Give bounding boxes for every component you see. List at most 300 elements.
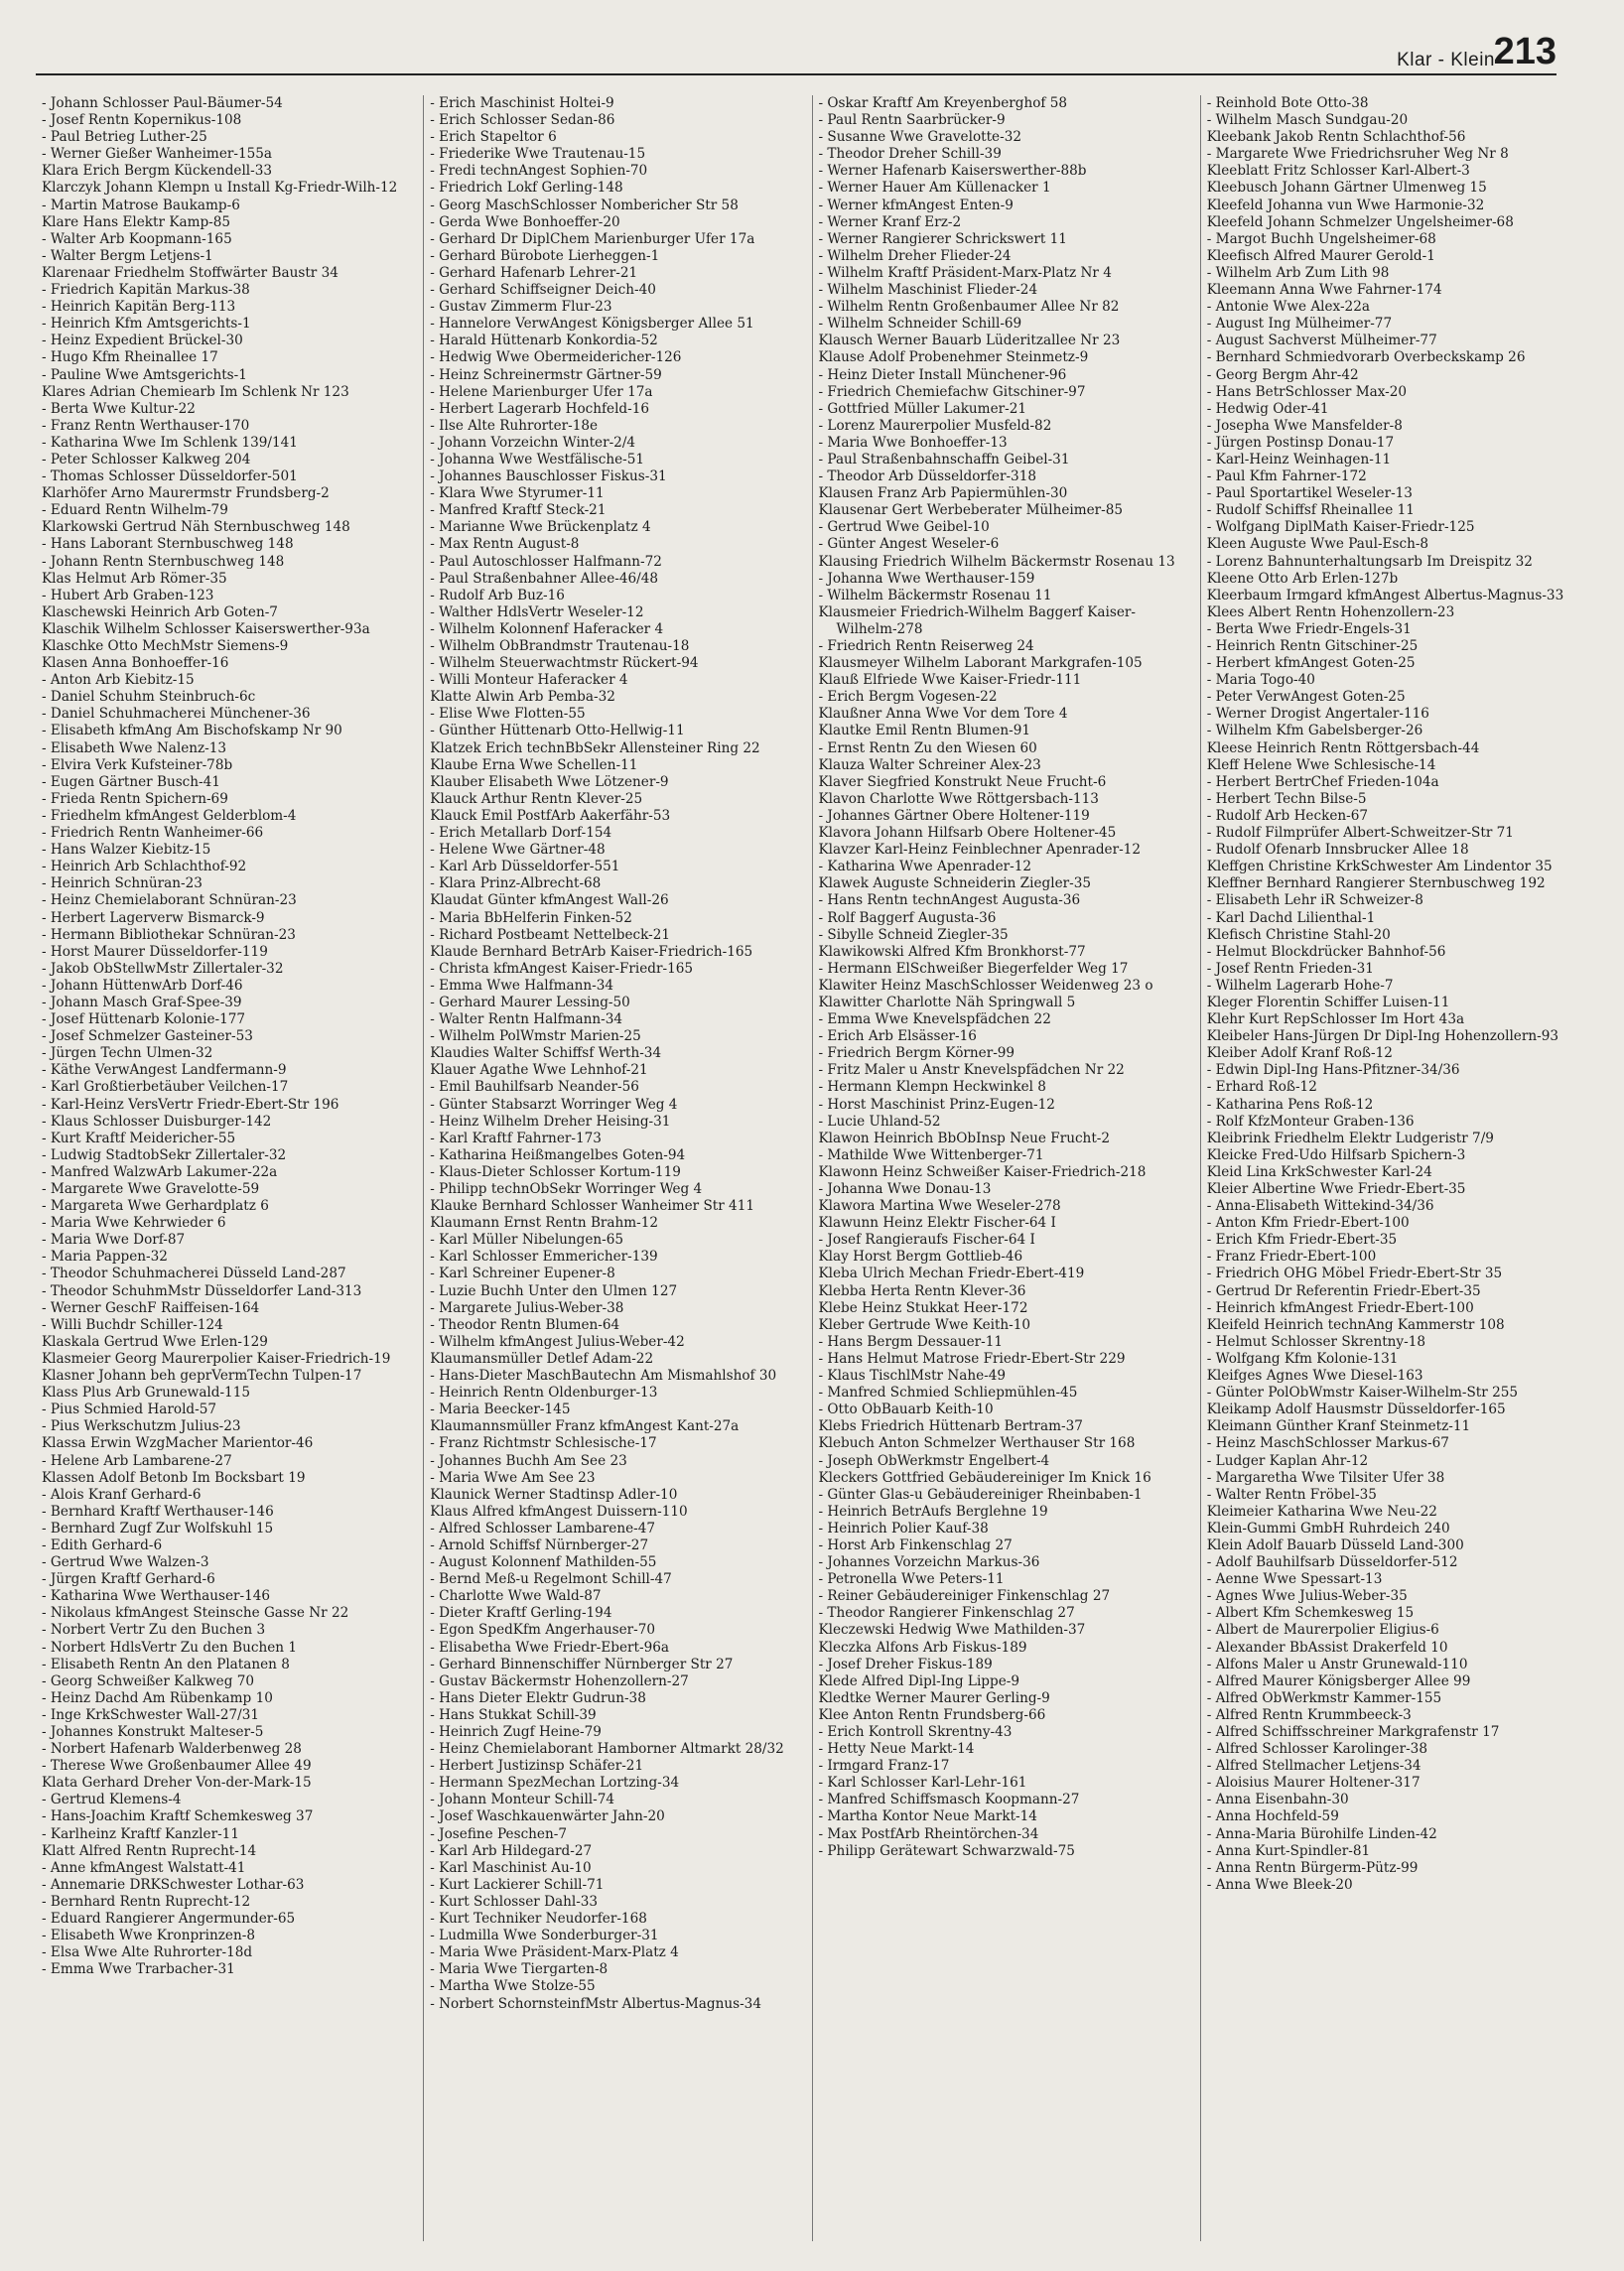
directory-entry: - Margot Buchh Ungelsheimer-68 <box>1206 230 1436 247</box>
directory-entry: - Heinz Schreinermstr Gärtner-59 <box>430 366 662 383</box>
directory-entry: Klavon Charlotte Wwe Röttgersbach-113 <box>818 790 1099 807</box>
directory-entry: - Bernhard Kraftf Werthauser-146 <box>42 1503 274 1520</box>
directory-entry: - Edith Gerhard-6 <box>42 1536 163 1553</box>
directory-entry: Klawora Martina Wwe Weseler-278 <box>818 1198 1061 1215</box>
directory-entry: - Petronella Wwe Peters-11 <box>818 1571 1005 1588</box>
directory-entry: - Johann Monteur Schill-74 <box>430 1792 615 1808</box>
directory-entry: - Johanna Wwe Westfälische-51 <box>430 451 645 468</box>
directory-entry: - Erich Kontroll Skrentny-43 <box>818 1724 1013 1740</box>
directory-entry: Klaudies Walter Schiffsf Werth-34 <box>430 1045 662 1062</box>
directory-entry: - Heinrich Arb Schlachthof-92 <box>42 859 247 875</box>
directory-entry: - Franz Rentn Werthauser-170 <box>42 417 250 434</box>
directory-entry: - Theodor Dreher Schill-39 <box>818 146 1002 163</box>
directory-entry: - Werner Hafenarb Kaiserswerther-88b <box>818 163 1087 180</box>
directory-entry: - Wilhelm Rentn Großenbaumer Allee Nr 82 <box>818 299 1120 316</box>
directory-entry: - Norbert SchornsteinfMstr Albertus-Magnus-34 <box>430 1995 761 2012</box>
directory-entry: - Karl Dachd Lilienthal-1 <box>1206 909 1376 926</box>
directory-entry: - Helene Arb Lambarene-27 <box>42 1452 232 1469</box>
directory-entry: - Christa kfmAngest Kaiser-Friedr-165 <box>430 960 694 977</box>
directory-entry: Kleifeld Heinrich technAng Kammerstr 108 <box>1206 1316 1505 1333</box>
directory-entry: Klawon Heinrich BbObInsp Neue Frucht-2 <box>818 1130 1111 1146</box>
directory-entry: - August Ing Mülheimer-77 <box>1206 316 1393 333</box>
directory-entry: - Heinrich Kfm Amtsgerichts-1 <box>42 316 251 333</box>
directory-entry: - Joseph ObWerkmstr Engelbert-4 <box>818 1452 1050 1469</box>
directory-entry: - Aenne Wwe Spessart-13 <box>1206 1571 1383 1588</box>
directory-entry: - Emil Bauhilfsarb Neander-56 <box>430 1079 639 1096</box>
directory-entry: - Maria Wwe Präsident-Marx-Platz 4 <box>430 1944 679 1961</box>
directory-entry: Klawonn Heinz Schweißer Kaiser-Friedrich-218 <box>818 1163 1147 1180</box>
directory-entry: Kleibeler Hans-Jürgen Dr Dipl-Ing Hohenzollern-93 <box>1206 1028 1558 1045</box>
directory-entry: - Rudolf Filmprüfer Albert-Schweitzer-Str 71 <box>1206 825 1514 842</box>
directory-entry: - Bernhard Schmiedvorarb Overbeckskamp 26 <box>1206 349 1526 366</box>
directory-entry: - Manfred Schmied Schliepmühlen-45 <box>818 1385 1078 1402</box>
directory-entry: Klass Plus Arb Grunewald-115 <box>42 1385 251 1402</box>
directory-entry: - Katharina Wwe Im Schlenk 139/141 <box>42 434 298 451</box>
directory-entry: - Albert Kfm Schemkesweg 15 <box>1206 1605 1415 1622</box>
directory-entry: - Erich Maschinist Holtei-9 <box>430 95 614 111</box>
directory-entry: - Gerhard Dr DiplChem Marienburger Ufer 17a <box>430 230 755 247</box>
directory-entry: - Werner Gießer Wanheimer-155a <box>42 146 273 163</box>
directory-entry: - Wolfgang Kfm Kolonie-131 <box>1206 1350 1399 1367</box>
directory-entry: - Werner Drogist Angertaler-116 <box>1206 706 1429 723</box>
directory-entry: - Hans-Joachim Kraftf Schemkesweg 37 <box>42 1808 314 1825</box>
directory-entry: - Alfred Schiffsschreiner Markgrafenstr 17 <box>1206 1724 1500 1740</box>
directory-entry: - Richard Postbeamt Nettelbeck-21 <box>430 926 670 943</box>
directory-entry: Klausch Werner Bauarb Lüderitzallee Nr 23 <box>818 333 1121 349</box>
directory-entry: - Paul Betrieg Luther-25 <box>42 129 207 146</box>
directory-entry: - Johannes Gärtner Obere Holtener-119 <box>818 807 1090 824</box>
directory-entry: - Lorenz Maurerpolier Musfeld-82 <box>818 417 1052 434</box>
directory-entry: Klauck Arthur Rentn Klever-25 <box>430 790 643 807</box>
directory-entry: - Anton Arb Kiebitz-15 <box>42 672 195 689</box>
directory-entry: - Wilhelm kfmAngest Julius-Weber-42 <box>430 1333 685 1350</box>
directory-entry: - Friedrich Chemiefachw Gitschiner-97 <box>818 383 1086 400</box>
directory-entry: - Heinz MaschSchlosser Markus-67 <box>1206 1435 1449 1452</box>
directory-entry: Klauber Elisabeth Wwe Lötzener-9 <box>430 773 669 790</box>
column-2 <box>423 95 811 2241</box>
directory-entry: Kleffner Bernhard Rangierer Sternbuschweg 192 <box>1206 875 1546 892</box>
directory-entry: Kleff Helene Wwe Schlesische-14 <box>1206 756 1436 773</box>
directory-entry: - Jürgen Postinsp Donau-17 <box>1206 434 1395 451</box>
directory-entry: - Gerda Wwe Bonhoeffer-20 <box>430 213 620 230</box>
directory-entry: - Theodor Arb Düsseldorfer-318 <box>818 468 1037 485</box>
directory-entry: - Wilhelm Schneider Schill-69 <box>818 316 1022 333</box>
directory-entry: - Karlheinz Kraftf Kanzler-11 <box>42 1825 239 1842</box>
directory-entry: Kleefisch Alfred Maurer Gerold-1 <box>1206 247 1435 264</box>
directory-entry: Klata Gerhard Dreher Von-der-Mark-15 <box>42 1775 312 1792</box>
directory-entry: - Heinrich Rentn Oldenburger-13 <box>430 1385 658 1402</box>
directory-entry: - Wilhelm Kfm Gabelsberger-26 <box>1206 723 1423 739</box>
directory-entry: - Friedrich Bergm Körner-99 <box>818 1045 1015 1062</box>
directory-entry: - Klaus Schlosser Duisburger-142 <box>42 1113 272 1130</box>
directory-entry: - Elvira Verk Kufsteiner-78b <box>42 756 233 773</box>
directory-entry: - Maria Beecker-145 <box>430 1402 571 1418</box>
directory-entry: - Theodor Schuhmacherei Düsseld Land-287 <box>42 1266 346 1282</box>
directory-entry: - Elisabeth Rentn An den Platanen 8 <box>42 1656 290 1672</box>
directory-entry: Klauer Agathe Wwe Lehnhof-21 <box>430 1062 648 1079</box>
directory-entry: - Friedrich Lokf Gerling-148 <box>430 180 623 197</box>
directory-entry: - Klara Wwe Styrumer-11 <box>430 485 605 502</box>
directory-entry: - Karl Großtierbetäuber Veilchen-17 <box>42 1079 289 1096</box>
directory-columns <box>36 95 1588 2241</box>
directory-entry: - Gerhard Schiffseigner Deich-40 <box>430 282 656 299</box>
directory-entry: - Wolfgang DiplMath Kaiser-Friedr-125 <box>1206 519 1475 536</box>
directory-entry: - Anton Kfm Friedr-Ebert-100 <box>1206 1215 1410 1232</box>
directory-entry: - Paul Straßenbahner Allee-46/48 <box>430 570 659 587</box>
directory-entry: - Wilhelm PolWmstr Marien-25 <box>430 1028 641 1045</box>
directory-entry: - Maria Wwe Kehrwieder 6 <box>42 1215 226 1232</box>
directory-entry: - Gertrud Klemens-4 <box>42 1792 182 1808</box>
directory-entry: Klawikowski Alfred Kfm Bronkhorst-77 <box>818 943 1086 960</box>
directory-entry: - Heinrich BetrAufs Berglehne 19 <box>818 1503 1048 1520</box>
directory-entry: - Philipp technObSekr Worringer Weg 4 <box>430 1181 703 1197</box>
directory-entry: - Josef Dreher Fiskus-189 <box>818 1656 993 1672</box>
directory-entry: - Alois Kranf Gerhard-6 <box>42 1486 202 1503</box>
directory-entry: - Alfred Stellmacher Letjens-34 <box>1206 1758 1421 1775</box>
directory-entry: Klausmeyer Wilhelm Laborant Markgrafen-105 <box>818 655 1143 672</box>
directory-entry: - Hans Dieter Elektr Gudrun-38 <box>430 1689 646 1706</box>
directory-entry: - Heinz Chemielaborant Schnüran-23 <box>42 892 297 909</box>
directory-entry: - Josef Waschkauenwärter Jahn-20 <box>430 1808 665 1825</box>
directory-entry: - Heinrich Zugf Heine-79 <box>430 1724 602 1740</box>
directory-entry: Klaskala Gertrud Wwe Erlen-129 <box>42 1333 268 1350</box>
directory-entry: - Berta Wwe Kultur-22 <box>42 400 196 417</box>
directory-entry: Klaus Alfred kfmAngest Duissern-110 <box>430 1503 688 1520</box>
directory-entry: - Adolf Bauhilfsarb Düsseldorfer-512 <box>1206 1554 1458 1571</box>
directory-entry: - Ludwig StadtobSekr Zillertaler-32 <box>42 1146 287 1163</box>
directory-entry: - Erich Bergm Vogesen-22 <box>818 689 998 706</box>
directory-entry: - Heinz Wilhelm Dreher Heising-31 <box>430 1113 671 1130</box>
directory-entry: Kleerbaum Irmgard kfmAngest Albertus-Magnus-33 <box>1206 587 1564 603</box>
directory-entry: - Günter Stabsarzt Worringer Weg 4 <box>430 1096 678 1113</box>
directory-entry: Klede Alfred Dipl-Ing Lippe-9 <box>818 1672 1019 1689</box>
directory-entry: - Elise Wwe Flotten-55 <box>430 706 586 723</box>
directory-entry: - Gerhard Binnenschiffer Nürnberger Str 27 <box>430 1656 734 1672</box>
directory-entry: Klas Helmut Arb Römer-35 <box>42 570 227 587</box>
directory-entry: - Wilhelm Arb Zum Lith 98 <box>1206 264 1390 281</box>
directory-entry: - August Kolonnenf Mathilden-55 <box>430 1554 657 1571</box>
directory-entry: - Paul Straßenbahnschaffn Geibel-31 <box>818 451 1070 468</box>
directory-entry: - Bernd Meß-u Regelmont Schill-47 <box>430 1571 672 1588</box>
directory-entry: - Lucie Uhland-52 <box>818 1113 941 1130</box>
directory-entry: - Gerhard Maurer Lessing-50 <box>430 994 630 1010</box>
directory-entry: - Emma Wwe Knevelspfädchen 22 <box>818 1011 1051 1028</box>
directory-entry: - Rudolf Arb Buz-16 <box>430 587 565 603</box>
directory-entry: Klavzer Karl-Heinz Feinblechner Apenrader-12 <box>818 842 1141 859</box>
directory-entry: - Georg MaschSchlosser Nombericher Str 58 <box>430 197 739 213</box>
directory-entry: Klee Anton Rentn Frundsberg-66 <box>818 1706 1046 1723</box>
directory-entry: - Peter Schlosser Kalkweg 204 <box>42 451 251 468</box>
directory-entry: - Walter Rentn Fröbel-35 <box>1206 1486 1377 1503</box>
directory-entry: - Martha Kontor Neue Markt-14 <box>818 1808 1037 1825</box>
directory-entry: Kleebusch Johann Gärtner Ulmenweg 15 <box>1206 180 1487 197</box>
directory-entry: Kleeblatt Fritz Schlosser Karl-Albert-3 <box>1206 163 1470 180</box>
directory-entry: Klawek Auguste Schneiderin Ziegler-35 <box>818 875 1091 892</box>
directory-entry: Klautke Emil Rentn Blumen-91 <box>818 723 1031 739</box>
directory-entry: - Werner Kranf Erz-2 <box>818 213 962 230</box>
directory-entry: - Herbert Justizinsp Schäfer-21 <box>430 1758 644 1775</box>
directory-entry: Klaschik Wilhelm Schlosser Kaiserswerther-93a <box>42 620 370 637</box>
directory-entry: - Friedrich Rentn Reiserweg 24 <box>818 638 1034 654</box>
directory-entry: Kleese Heinrich Rentn Röttgersbach-44 <box>1206 739 1480 756</box>
directory-entry: Klavora Johann Hilfsarb Obere Holtener-45 <box>818 825 1117 842</box>
directory-entry: Klatte Alwin Arb Pemba-32 <box>430 689 615 706</box>
directory-entry: - Herbert Lagerarb Hochfeld-16 <box>430 400 650 417</box>
directory-entry: - Hetty Neue Markt-14 <box>818 1741 975 1758</box>
directory-entry: - Albert de Maurerpolier Eligius-6 <box>1206 1622 1439 1639</box>
directory-entry: Kleefeld Johanna vun Wwe Harmonie-32 <box>1206 197 1485 213</box>
directory-entry: - Anna Kurt-Spindler-81 <box>1206 1842 1371 1859</box>
directory-entry: - Rudolf Ofenarb Innsbrucker Allee 18 <box>1206 842 1469 859</box>
directory-entry: - Nikolaus kfmAngest Steinsche Gasse Nr 22 <box>42 1605 349 1622</box>
directory-entry: - Martin Matrose Baukamp-6 <box>42 197 240 213</box>
directory-entry: - Gertrud Wwe Geibel-10 <box>818 519 990 536</box>
directory-entry: - Jürgen Techn Ulmen-32 <box>42 1045 213 1062</box>
directory-entry: Klatzek Erich technBbSekr Allensteiner Ring 22 <box>430 739 760 756</box>
directory-entry: Kleid Lina KrkSchwester Karl-24 <box>1206 1163 1432 1180</box>
directory-entry: - Rolf KfzMonteur Graben-136 <box>1206 1113 1415 1130</box>
directory-entry: Kleifges Agnes Wwe Diesel-163 <box>1206 1368 1423 1385</box>
directory-entry: Klara Erich Bergm Kückendell-33 <box>42 163 273 180</box>
directory-entry: - Karl Kraftf Fahrner-173 <box>430 1130 602 1146</box>
directory-entry: - Gerhard Hafenarb Lehrer-21 <box>430 264 638 281</box>
directory-entry: - Katharina Wwe Apenrader-12 <box>818 859 1032 875</box>
directory-entry: - Daniel Schuhmacherei Münchener-36 <box>42 706 311 723</box>
directory-entry: Klausmeier Friedrich-Wilhelm Baggerf Kaiser-Wilhelm-278 <box>818 603 1136 637</box>
directory-entry: - Hugo Kfm Rheinallee 17 <box>42 349 218 366</box>
directory-entry: - Hans BetrSchlosser Max-20 <box>1206 383 1408 400</box>
column-1 <box>36 95 423 2241</box>
directory-entry: - Emma Wwe Halfmann-34 <box>430 977 614 994</box>
directory-entry: - Bernhard Rentn Ruprecht-12 <box>42 1893 251 1910</box>
directory-entry: - Friedhelm kfmAngest Gelderblom-4 <box>42 807 297 824</box>
directory-entry: - Jürgen Kraftf Gerhard-6 <box>42 1571 215 1588</box>
directory-entry: Klay Horst Bergm Gottlieb-46 <box>818 1249 1023 1266</box>
directory-entry: Klares Adrian Chemiearb Im Schlenk Nr 123 <box>42 383 349 400</box>
directory-entry: Kleebank Jakob Rentn Schlachthof-56 <box>1206 129 1466 146</box>
directory-entry: - Maria BbHelferin Finken-52 <box>430 909 632 926</box>
directory-entry: - Kurt Techniker Neudorfer-168 <box>430 1911 647 1928</box>
directory-entry: - Hans Helmut Matrose Friedr-Ebert-Str 229 <box>818 1350 1126 1367</box>
directory-entry: - Norbert Hafenarb Walderbenweg 28 <box>42 1741 302 1758</box>
directory-entry: Kleckers Gottfried Gebäudereiniger Im Knick 16 <box>818 1469 1151 1486</box>
directory-entry: - Alfred Schlosser Karolinger-38 <box>1206 1741 1427 1758</box>
directory-entry: - Pauline Wwe Amtsgerichts-1 <box>42 366 247 383</box>
directory-entry: Klauck Emil PostfArb Aakerfähr-53 <box>430 807 671 824</box>
directory-entry: - Wilhelm Steuerwachtmstr Rückert-94 <box>430 655 699 672</box>
directory-entry: - Heinz Dieter Install Münchener-96 <box>818 366 1067 383</box>
directory-entry: - Günther Hüttenarb Otto-Hellwig-11 <box>430 723 685 739</box>
directory-entry: - Anna-Maria Bürohilfe Linden-42 <box>1206 1825 1437 1842</box>
directory-entry: - Hans-Dieter MaschBautechn Am Mismahlshof 30 <box>430 1368 777 1385</box>
directory-entry: - Maria Pappen-32 <box>42 1249 168 1266</box>
directory-entry: - Hubert Arb Graben-123 <box>42 587 214 603</box>
directory-entry: Klasmeier Georg Maurerpolier Kaiser-Friedrich-19 <box>42 1350 391 1367</box>
directory-entry: - Karl Arb Hildegard-27 <box>430 1842 593 1859</box>
directory-entry: - Maria Wwe Tiergarten-8 <box>430 1961 609 1978</box>
directory-entry: - Gertrud Wwe Walzen-3 <box>42 1554 209 1571</box>
directory-entry: Klauza Walter Schreiner Alex-23 <box>818 756 1041 773</box>
directory-entry: - Johann HüttenwArb Dorf-46 <box>42 977 243 994</box>
directory-entry: - Anna-Elisabeth Wittekind-34/36 <box>1206 1198 1434 1215</box>
directory-entry: Kleene Otto Arb Erlen-127b <box>1206 570 1399 587</box>
page-number: 213 <box>1493 31 1556 72</box>
directory-entry: Kleikamp Adolf Hausmstr Düsseldorfer-165 <box>1206 1402 1506 1418</box>
directory-entry: - Franz Friedr-Ebert-100 <box>1206 1249 1377 1266</box>
directory-entry: - Sibylle Schneid Ziegler-35 <box>818 926 1009 943</box>
directory-entry: Kleger Florentin Schiffer Luisen-11 <box>1206 994 1450 1010</box>
directory-entry: - Norbert Vertr Zu den Buchen 3 <box>42 1622 266 1639</box>
directory-entry: - Hans Walzer Kiebitz-15 <box>42 842 211 859</box>
directory-entry: - Oskar Kraftf Am Kreyenberghof 58 <box>818 95 1068 111</box>
directory-entry: - Wilhelm ObBrandmstr Trautenau-18 <box>430 638 690 654</box>
directory-entry: - Karl Maschinist Au-10 <box>430 1859 592 1876</box>
directory-entry: - Helene Wwe Gärtner-48 <box>430 842 606 859</box>
directory-entry: Kleicke Fred-Udo Hilfsarb Spichern-3 <box>1206 1146 1466 1163</box>
directory-entry: Klarhöfer Arno Maurermstr Frundsberg-2 <box>42 485 330 502</box>
directory-entry: - Heinz Dachd Am Rübenkamp 10 <box>42 1689 273 1706</box>
directory-entry: Kleczewski Hedwig Wwe Mathilden-37 <box>818 1622 1086 1639</box>
directory-entry: - Theodor Rangierer Finkenschlag 27 <box>818 1605 1075 1622</box>
directory-entry: - Horst Maschinist Prinz-Eugen-12 <box>818 1096 1055 1113</box>
directory-entry: - Günter Angest Weseler-6 <box>818 536 1000 553</box>
directory-entry: Klawunn Heinz Elektr Fischer-64 I <box>818 1215 1056 1232</box>
directory-entry: - Josef Hüttenarb Kolonie-177 <box>42 1011 246 1028</box>
directory-entry: - Franz Richtmstr Schlesische-17 <box>430 1435 657 1452</box>
directory-entry: - Friedrich Rentn Wanheimer-66 <box>42 825 264 842</box>
directory-entry: - Gerhard Bürobote Lierheggen-1 <box>430 247 660 264</box>
directory-entry: - Karl-Heinz Weinhagen-11 <box>1206 451 1392 468</box>
directory-entry: Klasner Johann beh geprVermTechn Tulpen-17 <box>42 1368 362 1385</box>
directory-entry: - Friedrich OHG Möbel Friedr-Ebert-Str 35 <box>1206 1266 1503 1282</box>
directory-entry: - Hermann ElSchweißer Biegerfelder Weg 17 <box>818 960 1129 977</box>
directory-entry: - Charlotte Wwe Wald-87 <box>430 1588 602 1605</box>
directory-entry: - Josepha Wwe Mansfelder-8 <box>1206 417 1403 434</box>
directory-entry: Kleba Ulrich Mechan Friedr-Ebert-419 <box>818 1266 1085 1282</box>
directory-entry: - Walther HdlsVertr Weseler-12 <box>430 603 644 620</box>
directory-entry: - Johannes Vorzeichn Markus-36 <box>818 1554 1040 1571</box>
directory-entry: - Johanna Wwe Donau-13 <box>818 1181 992 1197</box>
directory-entry: - Anna Eisenbahn-30 <box>1206 1792 1349 1808</box>
directory-entry: - Erich Stapeltor 6 <box>430 129 557 146</box>
directory-entry: - Herbert BertrChef Frieden-104a <box>1206 773 1439 790</box>
directory-entry: - Hermann Klempn Heckwinkel 8 <box>818 1079 1046 1096</box>
directory-entry: - Luzie Buchh Unter den Ulmen 127 <box>430 1282 678 1299</box>
directory-entry: - Johann Masch Graf-Spee-39 <box>42 994 242 1010</box>
directory-entry: - Kurt Lackierer Schill-71 <box>430 1876 605 1893</box>
directory-entry: - Maria Togo-40 <box>1206 672 1315 689</box>
directory-entry: Klehr Kurt RepSchlosser Im Hort 43a <box>1206 1011 1465 1028</box>
directory-entry: - Kurt Schlosser Dahl-33 <box>430 1893 599 1910</box>
directory-entry: Kleier Albertine Wwe Friedr-Ebert-35 <box>1206 1181 1466 1197</box>
directory-entry: - Irmgard Franz-17 <box>818 1758 950 1775</box>
directory-entry: - Paul Kfm Fahrner-172 <box>1206 468 1367 485</box>
directory-entry: - Hermann Bibliothekar Schnüran-23 <box>42 926 296 943</box>
directory-entry: - Philipp Gerätewart Schwarzwald-75 <box>818 1842 1075 1859</box>
directory-entry: - Anna Rentn Bürgerm-Pütz-99 <box>1206 1859 1419 1876</box>
directory-entry: - Heinz Chemielaborant Hamborner Altmarkt 28/32 <box>430 1741 784 1758</box>
directory-entry: - Johanna Wwe Werthauser-159 <box>818 570 1035 587</box>
directory-entry: - Katharina Pens Roß-12 <box>1206 1096 1374 1113</box>
directory-entry: - Johannes Bauschlosser Fiskus-31 <box>430 468 667 485</box>
directory-entry: - Karl Schlosser Emmericher-139 <box>430 1249 658 1266</box>
directory-entry: - Karl-Heinz VersVertr Friedr-Ebert-Str 196 <box>42 1096 339 1113</box>
directory-entry: - Heinrich Polier Kauf-38 <box>818 1520 989 1536</box>
directory-entry: - Rudolf Schiffsf Rheinallee 11 <box>1206 502 1415 519</box>
directory-entry: - Erich Metallarb Dorf-154 <box>430 825 612 842</box>
directory-entry: Kledtke Werner Maurer Gerling-9 <box>818 1689 1050 1706</box>
directory-entry: - Reiner Gebäudereiniger Finkenschlag 27 <box>818 1588 1111 1605</box>
directory-entry: - Anna Wwe Bleek-20 <box>1206 1876 1353 1893</box>
directory-entry: - Helmut Blockdrücker Bahnhof-56 <box>1206 943 1446 960</box>
directory-entry: - Theodor SchuhmMstr Düsseldorfer Land-313 <box>42 1282 362 1299</box>
directory-entry: - Werner Rangierer Schrickswert 11 <box>818 230 1067 247</box>
directory-entry: - Manfred WalzwArb Lakumer-22a <box>42 1163 278 1180</box>
directory-entry: - Willi Buchdr Schiller-124 <box>42 1316 223 1333</box>
directory-entry: Klarkowski Gertrud Näh Sternbuschweg 148 <box>42 519 350 536</box>
directory-entry: - Karl Arb Düsseldorfer-551 <box>430 859 620 875</box>
directory-entry: - Herbert kfmAngest Goten-25 <box>1206 655 1416 672</box>
directory-entry: Klebe Heinz Stukkat Heer-172 <box>818 1299 1028 1316</box>
directory-entry: Klees Albert Rentn Hohenzollern-23 <box>1206 603 1455 620</box>
directory-entry: - Wilhelm Dreher Flieder-24 <box>818 247 1012 264</box>
directory-entry: Klassa Erwin WzgMacher Marientor-46 <box>42 1435 314 1452</box>
directory-entry: - Karl Schreiner Eupener-8 <box>430 1266 615 1282</box>
directory-entry: - Eduard Rentn Wilhelm-79 <box>42 502 228 519</box>
directory-entry: - Josef Schmelzer Gasteiner-53 <box>42 1028 253 1045</box>
directory-entry: - Werner Hauer Am Küllenacker 1 <box>818 180 1051 197</box>
directory-entry: - Georg Schweißer Kalkweg 70 <box>42 1672 255 1689</box>
directory-entry: - Lorenz Bahnunterhaltungsarb Im Dreispitz 32 <box>1206 553 1533 570</box>
directory-entry: Klassen Adolf Betonb Im Bocksbart 19 <box>42 1469 306 1486</box>
directory-entry: - Erich Schlosser Sedan-86 <box>430 112 615 129</box>
directory-entry: - Aloisius Maurer Holtener-317 <box>1206 1775 1421 1792</box>
directory-entry: - Manfred Schiffsmasch Koopmann-27 <box>818 1792 1080 1808</box>
directory-entry: - Wilhelm Maschinist Flieder-24 <box>818 282 1038 299</box>
directory-entry: - Hans Rentn technAngest Augusta-36 <box>818 892 1081 909</box>
directory-entry: - Josefine Peschen-7 <box>430 1825 567 1842</box>
directory-entry: - Herbert Lagerverw Bismarck-9 <box>42 909 265 926</box>
directory-entry: - Margaretha Wwe Tilsiter Ufer 38 <box>1206 1469 1445 1486</box>
directory-entry: - Katharina Wwe Werthauser-146 <box>42 1588 271 1605</box>
directory-entry: - Therese Wwe Großenbaumer Allee 49 <box>42 1758 312 1775</box>
directory-entry: - Elisabetha Wwe Friedr-Ebert-96a <box>430 1639 669 1656</box>
directory-entry: - Georg Bergm Ahr-42 <box>1206 366 1359 383</box>
directory-entry: - Johann Schlosser Paul-Bäumer-54 <box>42 95 283 111</box>
directory-entry: Kleemann Anna Wwe Fahrner-174 <box>1206 282 1442 299</box>
directory-entry: - Werner kfmAngest Enten-9 <box>818 197 1014 213</box>
directory-entry: - August Sachverst Mülheimer-77 <box>1206 333 1437 349</box>
directory-entry: - Agnes Wwe Julius-Weber-35 <box>1206 1588 1408 1605</box>
directory-entry: - Johann Rentn Sternbuschweg 148 <box>42 553 285 570</box>
directory-entry: Klarczyk Johann Klempn u Install Kg-Friedr-Wilh-12 <box>42 180 398 197</box>
directory-entry: - Erich Kfm Friedr-Ebert-35 <box>1206 1232 1398 1249</box>
directory-entry: - Heinz Expedient Brückel-30 <box>42 333 243 349</box>
directory-entry: Klaumann Ernst Rentn Brahm-12 <box>430 1215 659 1232</box>
directory-entry: - Paul Autoschlosser Halfmann-72 <box>430 553 662 570</box>
directory-entry: - Max PostfArb Rheintörchen-34 <box>818 1825 1039 1842</box>
directory-entry: - Gustav Bäckermstr Hohenzollern-27 <box>430 1672 689 1689</box>
directory-entry: - Hannelore VerwAngest Königsberger Allee 51 <box>430 316 754 333</box>
directory-entry: - Otto ObBauarb Keith-10 <box>818 1402 994 1418</box>
directory-entry: - Edwin Dipl-Ing Hans-Pfitzner-34/36 <box>1206 1062 1460 1079</box>
directory-entry: - Elisabeth kfmAng Am Bischofskamp Nr 90 <box>42 723 342 739</box>
directory-entry: - Annemarie DRKSchwester Lothar-63 <box>42 1876 305 1893</box>
directory-entry: - Jakob ObStellwMstr Zillertaler-32 <box>42 960 284 977</box>
directory-entry: - Fredi technAngest Sophien-70 <box>430 163 648 180</box>
directory-entry: Kleczka Alfons Arb Fiskus-189 <box>818 1639 1027 1656</box>
directory-entry: - Klara Prinz-Albrecht-68 <box>430 875 602 892</box>
